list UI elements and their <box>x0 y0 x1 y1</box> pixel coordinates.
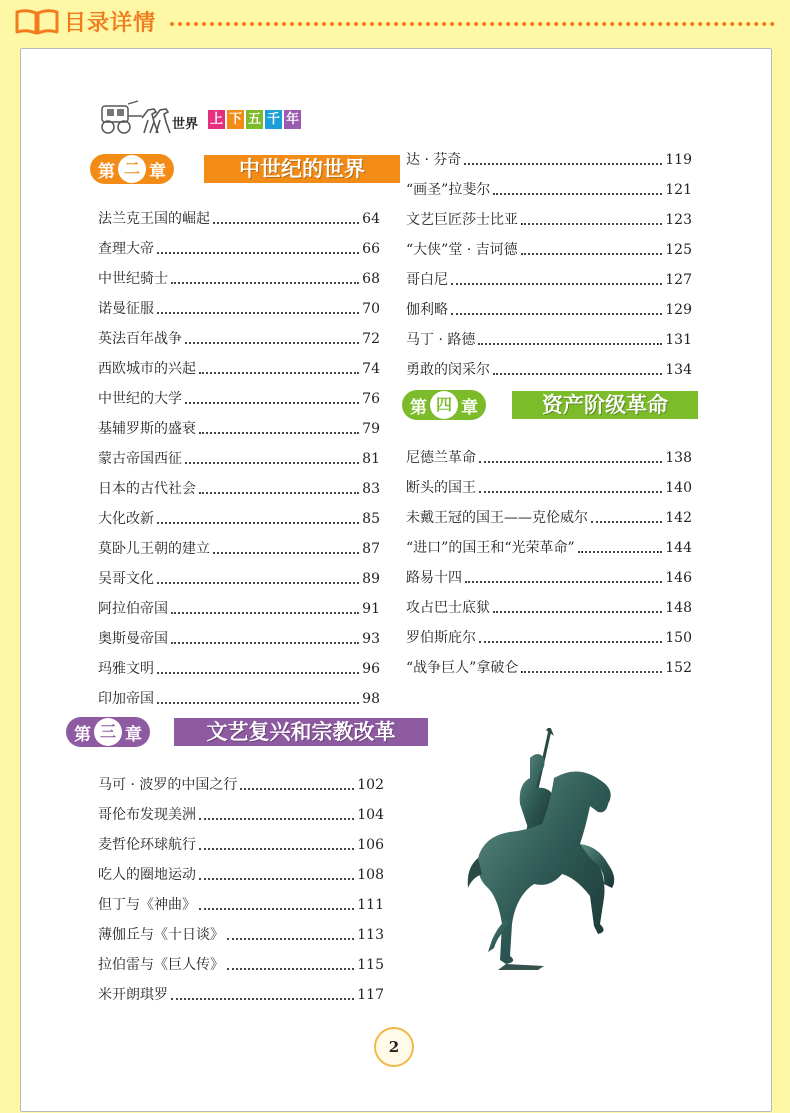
dot-leader <box>199 372 359 374</box>
chapter-2-header <box>90 154 400 188</box>
toc-entry-page: 127 <box>665 272 692 288</box>
toc-entry-page: 125 <box>665 242 692 258</box>
chapter-4-title: 资产阶级革命 <box>512 391 698 419</box>
horse-carriage-icon <box>98 100 176 136</box>
toc-entry[interactable] <box>406 647 692 677</box>
chapter-prefix: 第 <box>98 161 115 182</box>
toc-entry[interactable] <box>406 139 692 169</box>
toc-entry-page: 113 <box>357 927 384 943</box>
toc-entry-page: 129 <box>665 302 692 318</box>
toc-entry[interactable] <box>406 497 692 527</box>
toc-entry-title: 达 · 芬奇 <box>406 152 462 168</box>
open-book-icon <box>14 8 60 36</box>
toc-entry-title: 马丁 · 路德 <box>406 332 476 348</box>
series-char: 千 <box>266 112 280 127</box>
toc-entry-title: 印加帝国 <box>98 691 154 707</box>
toc-entry-page: 98 <box>362 691 380 707</box>
toc-entry-page: 96 <box>362 661 380 677</box>
toc-entry-page: 140 <box>665 480 692 496</box>
toc-entry[interactable] <box>98 288 380 318</box>
toc-entry[interactable] <box>406 229 692 259</box>
dot-leader <box>199 878 354 880</box>
toc-entry[interactable] <box>98 648 380 678</box>
dot-leader <box>199 818 354 820</box>
toc-entry-page: 66 <box>362 241 380 257</box>
toc-entry-page: 119 <box>665 152 692 168</box>
series-logo <box>98 100 338 140</box>
chapter-3-header <box>66 717 428 751</box>
toc-entry-page: 115 <box>357 957 384 973</box>
toc-entry-page: 108 <box>357 867 384 883</box>
chapter-4-number <box>402 390 486 420</box>
toc-entry-title: 勇敢的闵采尔 <box>406 362 490 378</box>
toc-entry[interactable] <box>98 764 384 794</box>
toc-entry[interactable] <box>98 588 380 618</box>
toc-entry-title: 基辅罗斯的盛衰 <box>98 421 196 437</box>
chapter-2-title: 中世纪的世界 <box>204 155 400 183</box>
toc-entry-page: 89 <box>362 571 380 587</box>
toc-entry[interactable] <box>406 617 692 647</box>
toc-entry-page: 81 <box>362 451 380 467</box>
toc-entry[interactable] <box>406 349 692 379</box>
toc-entry-page: 74 <box>362 361 380 377</box>
chapter-3-title: 文艺复兴和宗教改革 <box>174 718 428 746</box>
chapter-num: 二 <box>118 155 146 183</box>
dot-leader <box>213 552 359 554</box>
dot-leader <box>479 461 662 463</box>
chapter-4-header <box>402 390 698 424</box>
dot-leader <box>493 373 662 375</box>
dot-leader <box>479 641 662 643</box>
dot-leader <box>199 908 354 910</box>
dot-leader <box>171 282 359 284</box>
toc-entry-title: 阿拉伯帝国 <box>98 601 168 617</box>
dot-leader <box>171 642 359 644</box>
toc-entry-title: “大侠”堂 · 吉诃德 <box>406 242 518 258</box>
dot-leader <box>521 671 662 673</box>
toc-entry[interactable] <box>98 678 380 708</box>
series-char: 上 <box>209 112 223 127</box>
toc-entry-title: 法兰克王国的崛起 <box>98 211 210 227</box>
dot-leader <box>199 492 359 494</box>
dot-leader <box>493 611 662 613</box>
toc-entry-title: 莫卧儿王朝的建立 <box>98 541 210 557</box>
dot-leader <box>185 342 359 344</box>
dot-leader <box>464 163 662 165</box>
dot-leader <box>199 432 359 434</box>
toc-entry-page: 102 <box>357 777 384 793</box>
toc-entry-page: 150 <box>665 630 692 646</box>
page-number: 2 <box>374 1027 414 1067</box>
series-char: 下 <box>228 112 242 127</box>
chapter-num: 三 <box>94 718 122 746</box>
toc-entry-title: 薄伽丘与《十日谈》 <box>98 927 224 943</box>
page-title: 目录详情 <box>64 11 157 36</box>
chapter-suffix: 章 <box>149 161 166 182</box>
toc-entry[interactable] <box>406 319 692 349</box>
toc-entry[interactable] <box>406 467 692 497</box>
dot-leader <box>185 462 359 464</box>
toc-entry-title: 哥白尼 <box>406 272 448 288</box>
dot-leader <box>157 582 359 584</box>
toc-entry-title: 攻占巴士底狱 <box>406 600 490 616</box>
header-bar <box>0 0 790 44</box>
toc-entry-page: 79 <box>362 421 380 437</box>
toc-entry[interactable] <box>406 169 692 199</box>
toc-entry[interactable] <box>98 498 380 528</box>
dot-leader <box>199 848 354 850</box>
dot-leader <box>227 938 354 940</box>
chapter-2-toc <box>98 198 380 708</box>
toc-entry[interactable] <box>98 884 384 914</box>
toc-entry-page: 146 <box>665 570 692 586</box>
toc-entry-title: 吴哥文化 <box>98 571 154 587</box>
dot-leader <box>521 253 663 255</box>
toc-entry-page: 91 <box>362 601 380 617</box>
chapter-3-toc-left <box>98 764 384 1004</box>
toc-entry[interactable] <box>98 528 380 558</box>
dot-leader <box>157 522 359 524</box>
toc-entry-page: 85 <box>362 511 380 527</box>
toc-entry[interactable] <box>98 468 380 498</box>
dot-leader <box>451 313 662 315</box>
dot-leader <box>171 998 354 1000</box>
dot-leader <box>157 252 359 254</box>
toc-entry-page: 111 <box>357 897 384 913</box>
toc-entry-title: 未戴王冠的国王——克伦威尔 <box>406 510 588 526</box>
toc-entry-title: 尼德兰革命 <box>406 450 476 466</box>
chapter-num: 四 <box>430 391 458 419</box>
toc-entry-title: 西欧城市的兴起 <box>98 361 196 377</box>
toc-entry[interactable] <box>98 198 380 228</box>
dot-leader <box>465 581 662 583</box>
toc-entry-title: 哥伦布发现美洲 <box>98 807 196 823</box>
toc-entry-page: 93 <box>362 631 380 647</box>
toc-entry[interactable] <box>98 258 380 288</box>
toc-entry-page: 117 <box>357 987 384 1003</box>
toc-entry-page: 83 <box>362 481 380 497</box>
toc-entry[interactable] <box>98 914 384 944</box>
toc-entry-title: 麦哲伦环球航行 <box>98 837 196 853</box>
toc-entry-title: 大化改新 <box>98 511 154 527</box>
toc-entry[interactable] <box>98 408 380 438</box>
toc-entry-page: 121 <box>665 182 692 198</box>
toc-entry-page: 87 <box>362 541 380 557</box>
dot-leader <box>227 968 354 970</box>
chapter-3-number <box>66 717 150 747</box>
toc-entry-title: 拉伯雷与《巨人传》 <box>98 957 224 973</box>
dot-leader <box>521 223 662 225</box>
toc-entry-title: 查理大帝 <box>98 241 154 257</box>
toc-entry-title: 断头的国王 <box>406 480 476 496</box>
dot-leader <box>185 402 359 404</box>
series-name: 世界 <box>172 117 199 132</box>
toc-entry-page: 138 <box>665 450 692 466</box>
toc-entry[interactable] <box>98 318 380 348</box>
toc-entry[interactable] <box>98 348 380 378</box>
chapter-prefix: 第 <box>74 724 91 745</box>
chapter-prefix: 第 <box>410 397 427 418</box>
toc-entry-title: 日本的古代社会 <box>98 481 196 497</box>
toc-entry[interactable] <box>406 289 692 319</box>
toc-entry-page: 104 <box>357 807 384 823</box>
toc-entry[interactable] <box>98 228 380 258</box>
dot-leader <box>240 788 354 790</box>
toc-entry-page: 144 <box>665 540 692 556</box>
toc-entry[interactable] <box>98 974 384 1004</box>
dot-leader <box>213 222 359 224</box>
toc-entry[interactable] <box>406 199 692 229</box>
toc-entry-title: 中世纪骑士 <box>98 271 168 287</box>
dot-leader <box>171 612 359 614</box>
chapter-4-toc <box>406 437 692 677</box>
toc-entry-title: 英法百年战争 <box>98 331 182 347</box>
chapter-suffix: 章 <box>461 397 478 418</box>
toc-entry-title: 路易十四 <box>406 570 462 586</box>
dot-leader <box>478 343 662 345</box>
toc-entry[interactable] <box>98 944 384 974</box>
toc-entry-page: 76 <box>362 391 380 407</box>
dot-leader <box>157 672 359 674</box>
toc-entry-page: 106 <box>357 837 384 853</box>
toc-entry-page: 142 <box>665 510 692 526</box>
toc-entry-title: 伽利略 <box>406 302 448 318</box>
toc-entry[interactable] <box>98 824 384 854</box>
toc-entry-page: 64 <box>362 211 380 227</box>
series-char: 五 <box>247 112 261 127</box>
toc-entry[interactable] <box>98 558 380 588</box>
toc-entry[interactable] <box>98 438 380 468</box>
toc-entry[interactable] <box>98 794 384 824</box>
toc-entry[interactable] <box>406 259 692 289</box>
toc-entry-page: 70 <box>362 301 380 317</box>
chapter-suffix: 章 <box>125 724 142 745</box>
toc-entry[interactable] <box>406 527 692 557</box>
toc-entry-title: 奥斯曼帝国 <box>98 631 168 647</box>
toc-entry-page: 68 <box>362 271 380 287</box>
toc-entry-title: 玛雅文明 <box>98 661 154 677</box>
chapter-2-number <box>90 154 174 184</box>
dot-leader <box>578 551 663 553</box>
dot-leader <box>591 521 662 523</box>
toc-entry[interactable] <box>406 557 692 587</box>
toc-entry-page: 131 <box>665 332 692 348</box>
chapter-3-toc-right <box>406 139 692 379</box>
toc-entry-page: 148 <box>665 600 692 616</box>
toc-entry-title: 罗伯斯庇尔 <box>406 630 476 646</box>
toc-entry-title: 吃人的圈地运动 <box>98 867 196 883</box>
toc-entry-page: 72 <box>362 331 380 347</box>
toc-entry-title: 中世纪的大学 <box>98 391 182 407</box>
toc-entry[interactable] <box>98 378 380 408</box>
toc-entry-title: 诺曼征服 <box>98 301 154 317</box>
dotted-divider <box>170 22 775 26</box>
toc-entry-page: 123 <box>665 212 692 228</box>
toc-entry-title: 米开朗琪罗 <box>98 987 168 1003</box>
toc-entry-title: “战争巨人”拿破仑 <box>406 660 519 676</box>
dot-leader <box>479 491 662 493</box>
series-char: 年 <box>285 112 299 127</box>
toc-entry[interactable] <box>98 854 384 884</box>
toc-entry-title: 文艺巨匠莎士比亚 <box>406 212 518 228</box>
toc-entry-title: 马可 · 波罗的中国之行 <box>98 777 238 793</box>
toc-entry[interactable] <box>406 587 692 617</box>
dot-leader <box>451 283 662 285</box>
toc-entry-title: “进口”的国王和“光荣革命” <box>406 540 575 556</box>
equestrian-statue-image <box>458 728 628 970</box>
toc-entry-page: 134 <box>665 362 692 378</box>
toc-entry[interactable] <box>406 437 692 467</box>
toc-entry-title: “画圣”拉斐尔 <box>406 182 491 198</box>
dot-leader <box>157 702 359 704</box>
toc-entry[interactable] <box>98 618 380 648</box>
toc-entry-title: 蒙古帝国西征 <box>98 451 182 467</box>
dot-leader <box>157 312 359 314</box>
dot-leader <box>493 193 662 195</box>
toc-entry-title: 但丁与《神曲》 <box>98 897 196 913</box>
toc-entry-page: 152 <box>665 660 692 676</box>
series-title-chars <box>208 110 301 129</box>
